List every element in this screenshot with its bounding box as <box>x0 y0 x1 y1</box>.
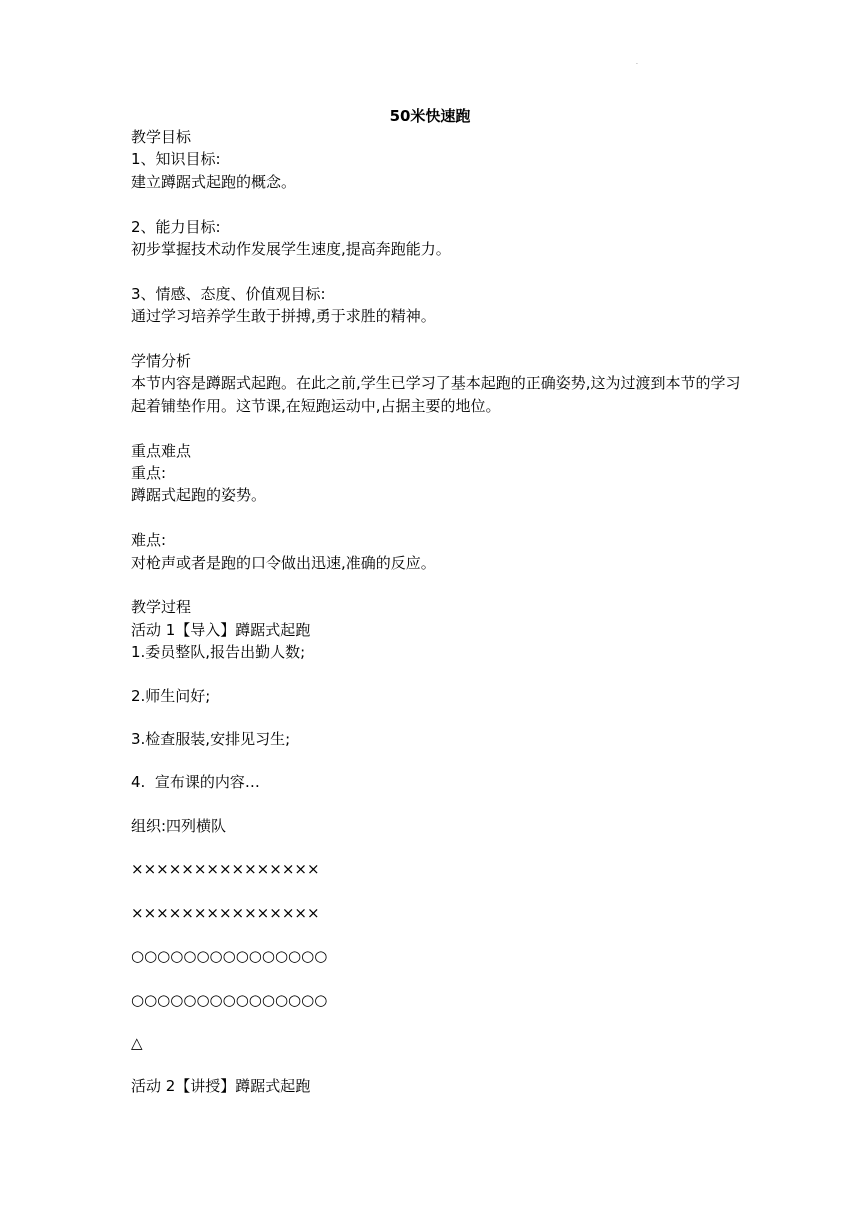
knowledge-goal-text: 建立蹲踞式起跑的概念。 <box>131 172 297 191</box>
spacer <box>131 794 751 815</box>
key-label: 重点: <box>131 464 167 483</box>
analysis-heading: 学情分析 <box>131 352 192 371</box>
ability-goal-text: 初步掌握技术动作发展学生速度,提高奔跑能力。 <box>131 240 451 259</box>
document-body <box>131 126 751 1098</box>
spacer <box>131 750 751 771</box>
spacer <box>131 664 751 685</box>
step-1: 1.委员整队,报告出勤人数; <box>131 643 306 662</box>
emotion-goal-label: 3、情感、态度、价值观目标: <box>131 284 326 303</box>
spacer <box>131 1011 751 1032</box>
spacer <box>131 417 751 439</box>
spacer <box>131 1054 751 1075</box>
difficulty-label: 难点: <box>131 531 167 550</box>
difficulty-text: 对枪声或者是跑的口令做出迅速,准确的反应。 <box>131 553 436 572</box>
formation-row-o-2: ○○○○○○○○○○○○○○○ <box>131 990 328 1009</box>
step-2: 2.师生问好; <box>131 686 211 705</box>
goals-heading: 教学目标 <box>131 128 192 146</box>
formation-row-x-1: ××××××××××××××× <box>131 860 320 879</box>
process-heading: 教学过程 <box>131 598 192 617</box>
formation-row-o-1: ○○○○○○○○○○○○○○○ <box>131 947 328 966</box>
emotion-goal-text: 通过学习培养学生敢于拼搏,勇于求胜的精神。 <box>131 307 436 326</box>
teacher-position-icon: △ <box>131 1033 143 1052</box>
knowledge-goal-label: 1、知识目标: <box>131 150 221 169</box>
activity2-title: 活动 2【讲授】蹲踞式起跑 <box>131 1077 311 1096</box>
spacer <box>131 837 751 858</box>
header-dot: . <box>636 59 638 66</box>
spacer <box>131 193 751 215</box>
organization-text: 组织:四列横队 <box>131 816 227 835</box>
spacer <box>131 881 751 902</box>
spacer <box>131 328 751 350</box>
document-title: 50米快速跑 <box>389 107 471 125</box>
key-text: 蹲踞式起跑的姿势。 <box>131 486 267 505</box>
activity1-title: 活动 1【导入】蹲踞式起跑 <box>131 620 311 639</box>
formation-row-x-2: ××××××××××××××× <box>131 903 320 922</box>
spacer <box>131 707 751 728</box>
analysis-text: 本节内容是蹲踞式起跑。在此之前,学生已学习了基本起跑的正确姿势,这为过渡到本节的学习起着铺垫作用。这节课,在短跑运动中,占据主要的地位。 <box>131 374 741 415</box>
step-4: 4. 宣布课的内容… <box>131 773 260 792</box>
spacer <box>131 507 751 529</box>
step-3: 3.检查服装,安排见习生; <box>131 730 291 749</box>
ability-goal-label: 2、能力目标: <box>131 217 221 236</box>
spacer <box>131 574 751 596</box>
key-heading: 重点难点 <box>131 441 192 460</box>
spacer <box>131 924 751 945</box>
spacer <box>131 260 751 282</box>
spacer <box>131 968 751 989</box>
